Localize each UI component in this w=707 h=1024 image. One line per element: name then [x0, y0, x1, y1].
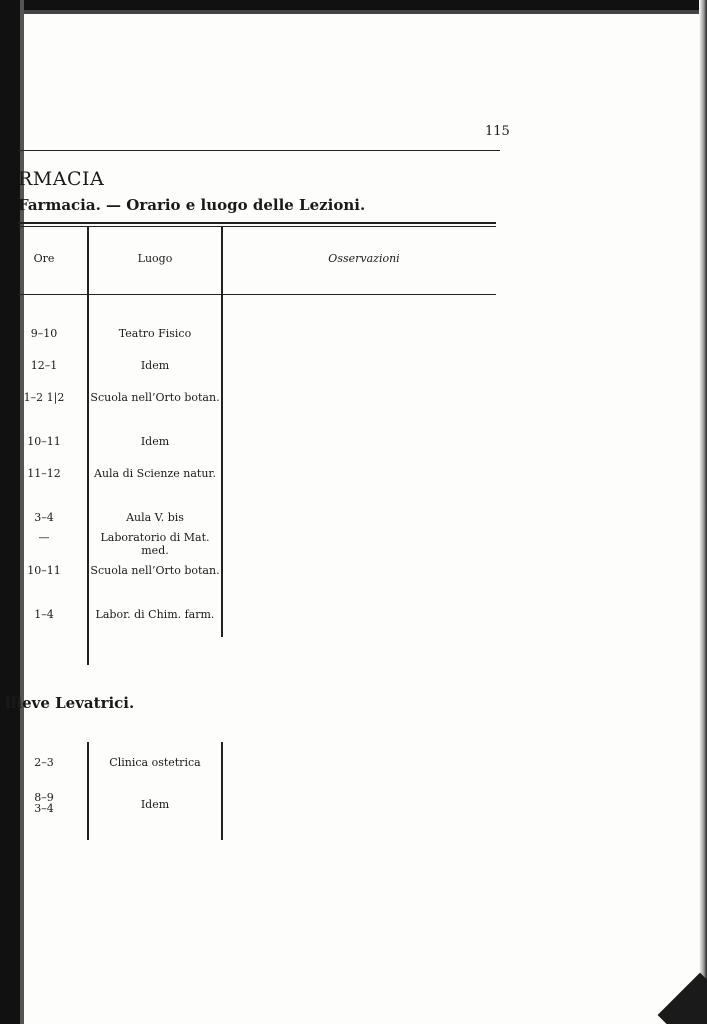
table-row-ore: 3–4 [34, 511, 54, 524]
table-row-luogo: Aula V. bis [126, 511, 184, 524]
levatrici-heading: llieve Levatrici. [5, 694, 135, 712]
table-row-luogo: Scuola nell’Orto botan. [90, 564, 220, 577]
farmacia-heading: Farmacia. — Orario e luogo delle Lezioni. [18, 196, 366, 214]
table-row-ore: 10–11 [27, 435, 61, 448]
table-row-luogo: Clinica ostetrica [109, 756, 201, 769]
table-header-rule [18, 294, 496, 295]
table-row-ore-line: 8–9 [34, 791, 54, 804]
table-row-ore: 1–2 1|2 [23, 391, 65, 404]
table-row-ore-line: 3–4 [34, 802, 54, 815]
table-row-luogo: Laboratorio di Mat. med. [100, 531, 210, 557]
table-row-ore: 1–4 [34, 608, 54, 621]
table-row-luogo: Aula di Scienze natur. [94, 467, 216, 480]
table-row-luogo: Labor. di Chim. farm. [95, 608, 215, 621]
page-number: 115 [485, 124, 510, 139]
scan-top-edge-shadow [0, 10, 707, 14]
table-top-rule [18, 222, 496, 224]
table-row-ore: 9–10 [30, 327, 58, 340]
section-title: RMACIA [18, 168, 105, 190]
table-top-rule-thin [18, 226, 496, 227]
table-row-ore [14, 792, 74, 814]
table-row-ore: 10–11 [27, 564, 61, 577]
column-header-ore: Ore [33, 252, 55, 265]
table-row-luogo: Idem [140, 798, 170, 811]
table-row-ore: — [38, 531, 50, 544]
scan-corner-fold [658, 973, 707, 1024]
table-row-luogo: Teatro Fisico [118, 327, 192, 340]
table-row-ore: 12–1 [30, 359, 58, 372]
header-rule [18, 150, 500, 151]
table-row-luogo: Scuola nell’Orto botan. [90, 391, 220, 404]
table-row-luogo: Idem [140, 435, 170, 448]
table-row-ore: 2–3 [34, 756, 54, 769]
scan-right-edge [699, 0, 707, 1024]
column-header-osservazioni: Osservazioni [328, 252, 400, 265]
column-header-luogo: Luogo [137, 252, 173, 265]
table-row-luogo: Idem [140, 359, 170, 372]
table-row-ore: 11–12 [27, 467, 61, 480]
